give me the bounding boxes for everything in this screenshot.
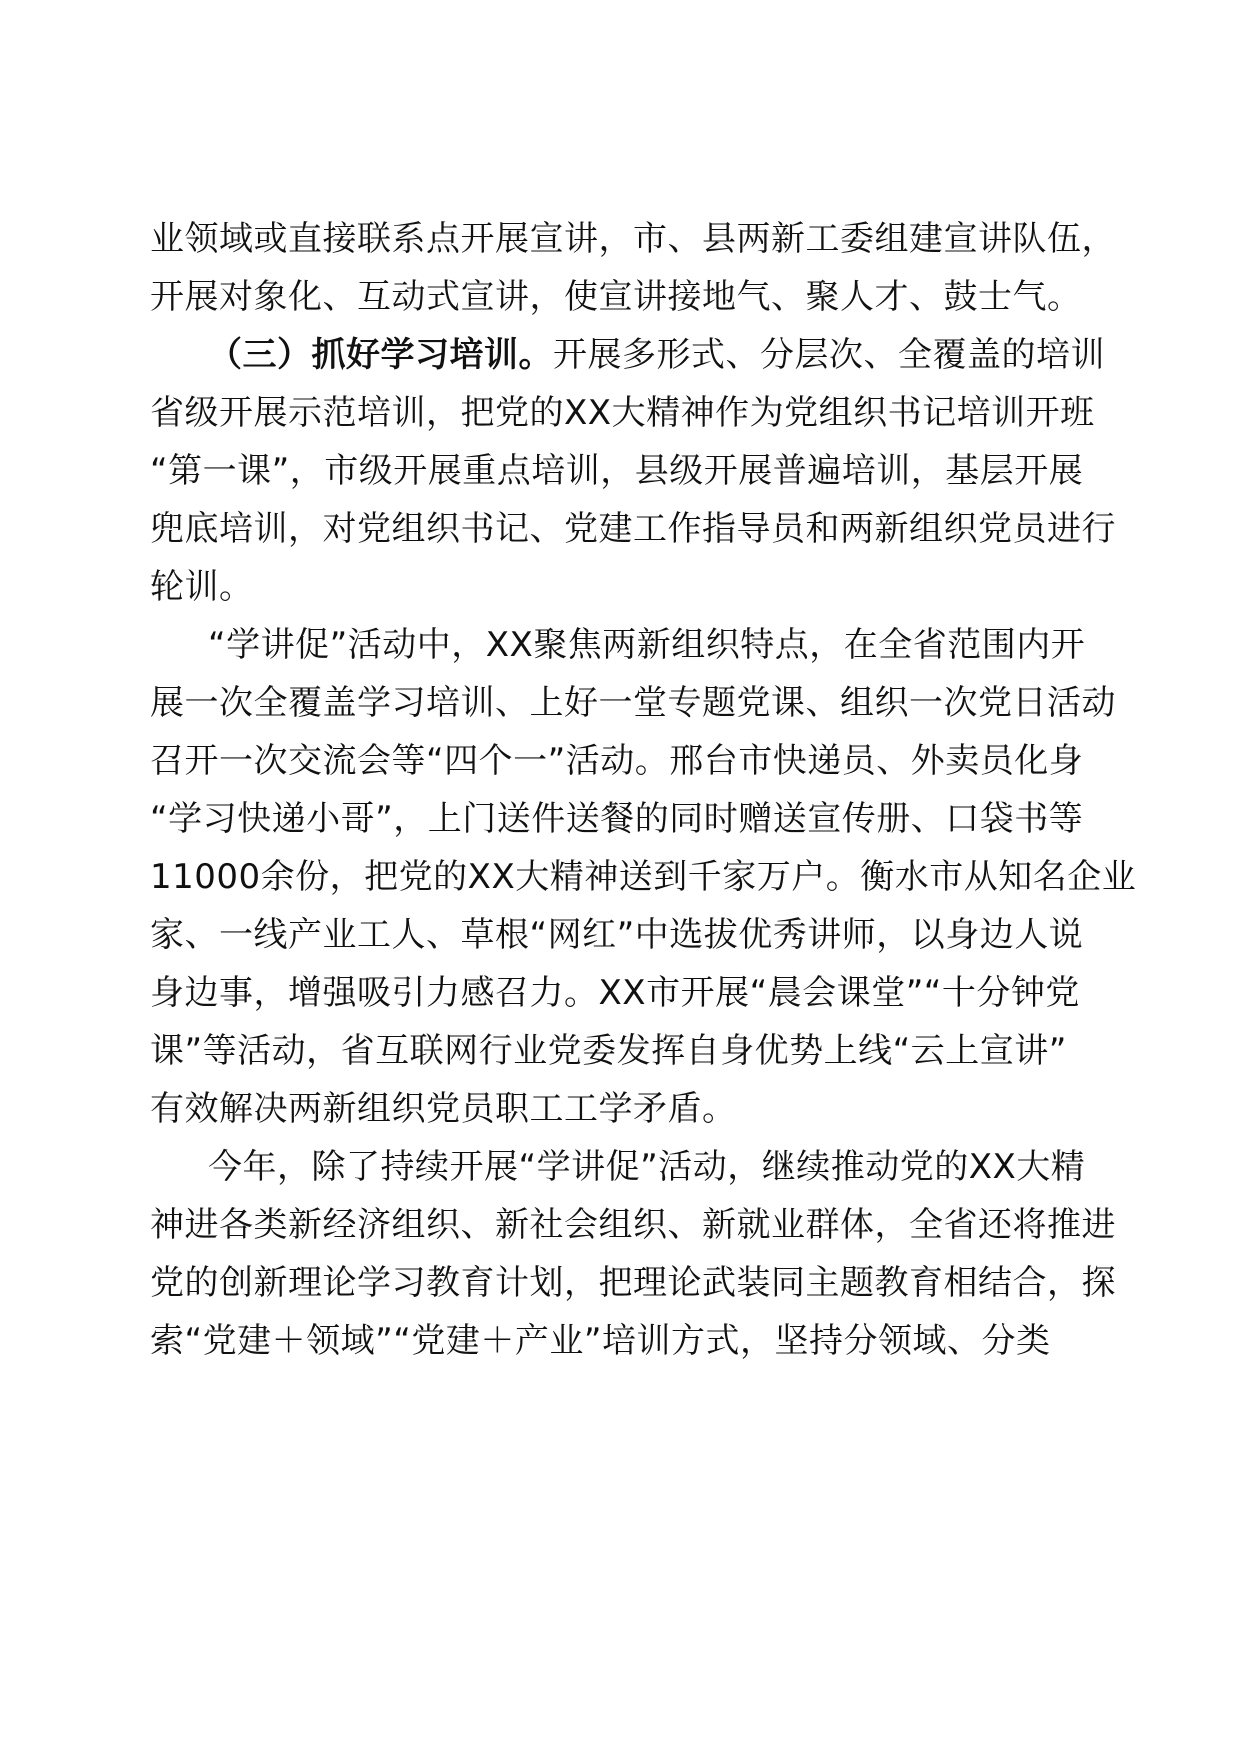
text-segment: 开展对象化、互动式宣讲，使宣讲接地气、聚人才、鼓士气。 [150,277,1082,317]
text-line [0,439,1240,503]
text-segment: 身边事，增强吸引力感召力。XX市开展“晨会课堂”“十分钟党 [150,973,1080,1013]
text-segment: 召开一次交流会等“四个一”活动。邢台市快递员、外卖员化身 [150,741,1084,781]
section-heading: （三）抓好学习培训。 [208,335,553,375]
text-segment: 11000余份，把党的XX大精神送到千家万户。衡水市从知名企业 [150,857,1137,897]
text-line [0,1251,1240,1315]
text-segment: 家、一线产业工人、草根“网红”中选拔优秀讲师，以身边人说 [150,915,1084,955]
text-segment: “学习快递小哥”，上门送件送餐的同时赠送宣传册、口袋书等 [150,799,1084,839]
text-segment: 索“党建＋领域”“党建＋产业”培训方式，坚持分领域、分类 [150,1321,1051,1361]
text-line [0,1193,1240,1257]
text-line [0,613,1240,677]
text-segment: 今年，除了持续开展“学讲促”活动，继续推动党的XX大精 [208,1147,1086,1187]
text-segment: 业领域或直接联系点开展宣讲，市、县两新工委组建宣讲队伍， [150,219,1116,259]
text-line [0,903,1240,967]
text-line [0,1019,1240,1083]
text-segment: 党的创新理论学习教育计划，把理论武装同主题教育相结合，探 [150,1263,1116,1303]
text-line [0,961,1240,1025]
text-segment: 轮训。 [150,567,254,607]
text-line [0,497,1240,561]
text-line [0,729,1240,793]
text-line [0,1135,1240,1199]
text-segment: 省级开展示范培训，把党的XX大精神作为党组织书记培训开班 [150,393,1095,433]
text-segment: 开展多形式、分层次、全覆盖的培训 [553,335,1105,375]
text-segment: 课”等活动，省互联网行业党委发挥自身优势上线“云上宣讲” [150,1031,1067,1071]
text-line [0,207,1240,271]
text-segment: 兜底培训，对党组织书记、党建工作指导员和两新组织党员进行 [150,509,1116,549]
text-line [0,1077,1240,1141]
text-line [0,555,1240,619]
text-line [0,1309,1240,1373]
section-heading-line [0,323,1240,387]
text-segment: 展一次全覆盖学习培训、上好一堂专题党课、组织一次党日活动 [150,683,1116,723]
text-line [0,381,1240,445]
text-line [0,265,1240,329]
text-line [0,845,1240,909]
text-segment: 神进各类新经济组织、新社会组织、新就业群体，全省还将推进 [150,1205,1116,1245]
text-segment: 有效解决两新组织党员职工工学矛盾。 [150,1089,737,1129]
text-line [0,671,1240,735]
text-segment: “第一课”，市级开展重点培训，县级开展普遍培训，基层开展 [150,451,1084,491]
text-segment: “学讲促”活动中，XX聚焦两新组织特点，在全省范围内开 [208,625,1086,665]
text-line [0,787,1240,851]
